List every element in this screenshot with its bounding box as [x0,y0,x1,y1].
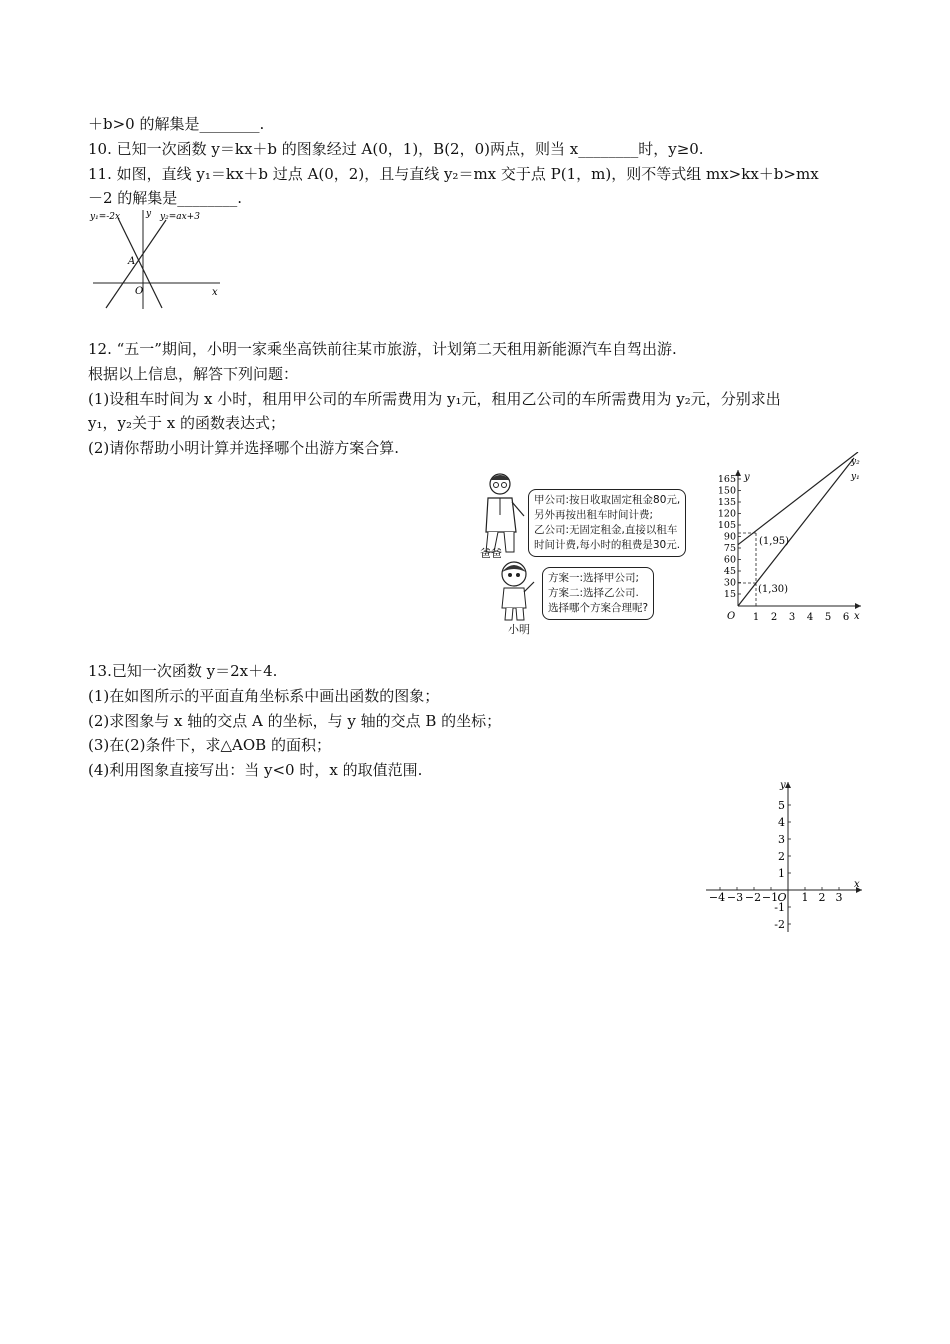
bubble-line: 另外再按出租车时间计费; [534,509,654,521]
y-tick-label: 165 [717,474,736,485]
x-tick-label: 1 [752,612,760,623]
rental-cost-graph [706,452,866,630]
x-tick-label: 6 [842,612,850,623]
label-x: x [212,287,218,298]
son-speech-bubble [542,567,654,620]
x-tick-label: −2 [744,891,762,904]
origin-label: O [727,611,736,622]
x-tick-label: 1 [801,891,809,904]
axis-label-y: y [780,780,786,791]
son-label: 小明 [508,623,530,636]
text-line: ＋b>0 的解集是________. [88,115,265,133]
question-12: 12. “五一”期间，小明一家乘坐高铁前往某市旅游，计划第二天租用新能源汽车自驾出游. [88,340,677,358]
question-10: 10. 已知一次函数 y＝kx＋b 的图象经过 A(0，1)，B(2，0)两点，则当 x________时，y≥0. [88,140,704,158]
y-tick-label: -2 [774,918,785,931]
bubble-line: 方案二:选择乙公司. [548,587,639,599]
text-line: 根据以上信息，解答下列问题： [88,365,299,383]
question-13-part-4: (4)利用图象直接写出：当 y<0 时，x 的取值范围. [88,761,423,779]
question-13-part-1: (1)在如图所示的平面直角坐标系中画出函数的图象； [88,687,440,705]
axis-label-y: y [744,472,750,483]
dad-label: 爸爸 [480,547,502,560]
y-tick-label: 105 [717,520,736,531]
origin-label: O [777,891,787,904]
y-tick-label: 4 [778,816,785,829]
y-tick-label: 75 [723,543,736,554]
x-tick-label: 5 [824,612,832,623]
x-tick-label: −3 [726,891,744,904]
y-tick-label: 150 [717,485,736,497]
y-tick-label: 5 [778,799,785,812]
y-tick-label: 2 [778,850,785,863]
axis-label-x: x [854,879,860,890]
y-tick-label: 90 [723,531,736,543]
bubble-line: 乙公司:无固定租金,直接以租车 [534,524,678,536]
y-tick-label: 1 [778,867,785,880]
x-tick-label: 4 [806,612,814,623]
label-y2-line: y₂ [851,457,860,467]
son-illustration [494,560,538,624]
dad-speech-bubble [528,489,686,557]
x-tick-label: −4 [708,891,726,904]
label-y1-line: y₁ [851,472,860,482]
text-line: －2 的解集是________. [88,189,243,207]
y-tick-label: 30 [723,577,736,589]
question-12-part-2: (2)请你帮助小明计算并选择哪个出游方案合算. [88,439,400,457]
x-tick-label: 2 [770,612,778,623]
label-y: y [146,209,152,219]
x-tick-label: −1 [761,891,779,904]
coordinate-grid-13 [702,776,868,936]
axis-label-x: x [854,611,860,622]
y-tick-label: 15 [723,589,736,600]
text-line: y₁，y₂关于 x 的函数表达式； [88,414,285,432]
y-tick-label: 120 [717,508,736,520]
question-13-part-2: (2)求图象与 x 轴的交点 A 的坐标，与 y 轴的交点 B 的坐标； [88,712,502,730]
question-13-part-3: (3)在(2)条件下，求△AOB 的面积； [88,736,331,754]
x-tick-label: 3 [835,891,843,904]
x-tick-label: 3 [788,612,796,623]
figure-11-graph [88,206,228,311]
question-11: 11. 如图，直线 y₁＝kx＋b 过点 A(0，2)，且与直线 y₂＝mx 交于点 P(1，m)，则不等式组 mx>kx＋b>mx [88,165,819,183]
point-label-2: (1,30) [758,584,789,595]
bubble-line: 时间计费,每小时的租费是30元. [534,539,681,551]
label-y1: y₁=-2x [90,212,121,222]
bubble-line: 甲公司:按日收取固定租金80元, [534,494,681,506]
y-tick-label: 3 [778,833,785,846]
question-13: 13.已知一次函数 y＝2x＋4. [88,662,278,680]
y-tick-label: 135 [717,497,736,508]
bubble-line: 选择哪个方案合理呢? [548,602,649,614]
point-label-1: (1,95) [759,536,790,547]
label-y2: y₂=ax+3 [160,212,200,222]
label-O: O [135,286,144,297]
x-tick-label: 2 [818,891,826,904]
y-tick-label: -1 [774,901,785,914]
y-tick-label: 45 [723,566,736,577]
bubble-line: 方案一:选择甲公司; [548,572,640,584]
label-A: A [128,256,136,267]
line-y1 [738,452,858,545]
question-12-part-1: (1)设租车时间为 x 小时，租用甲公司的车所需费用为 y₁元，租用乙公司的车所需费用为 y₂元，分别求出 [88,390,781,408]
y-tick-label: 60 [723,554,736,566]
